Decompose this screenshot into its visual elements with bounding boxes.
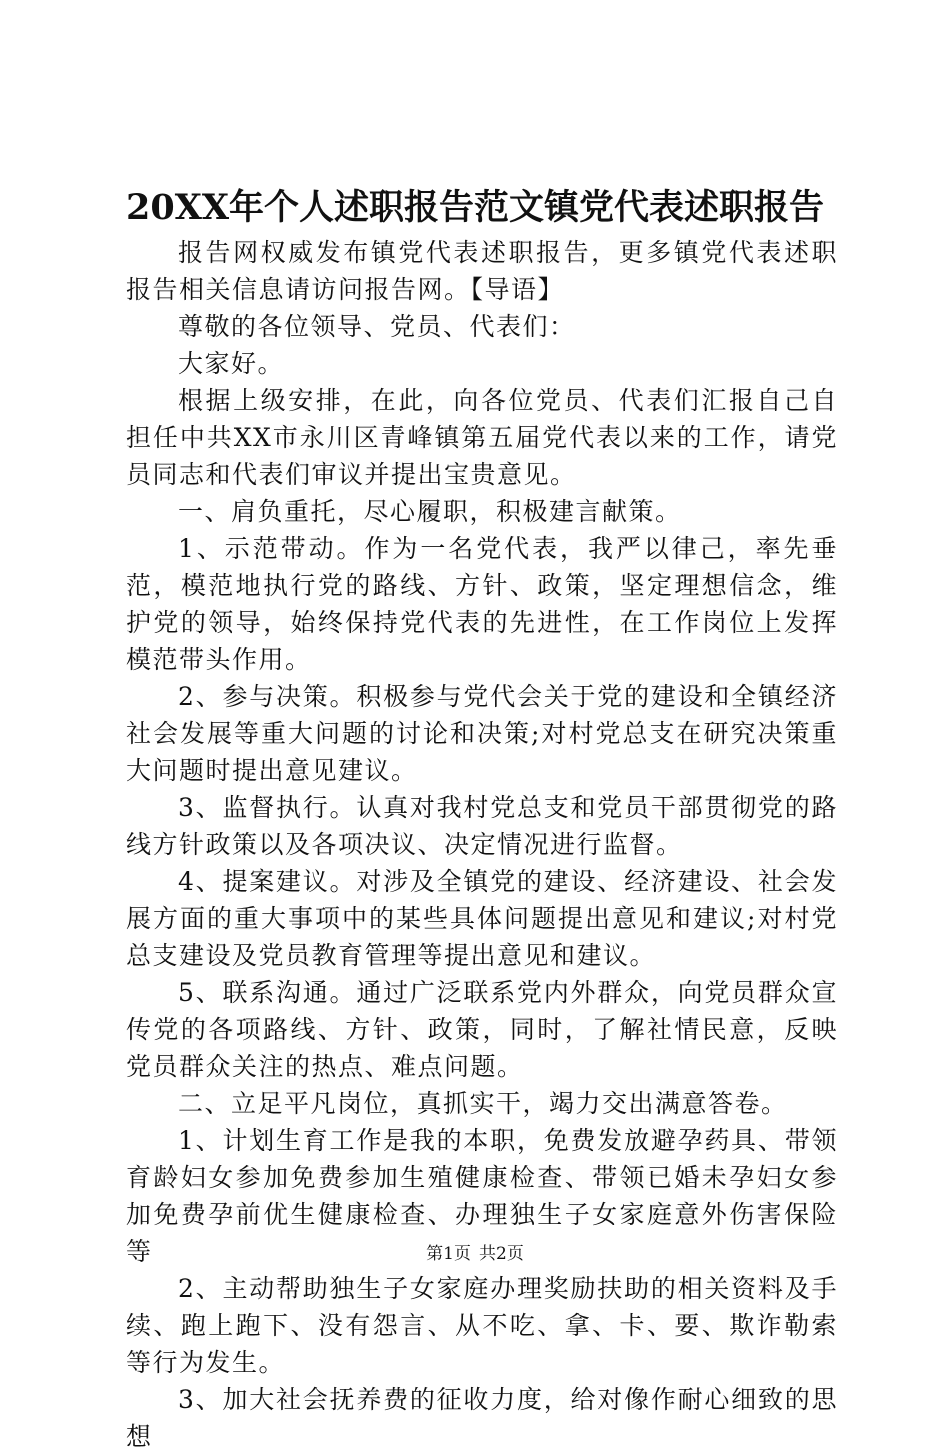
document-body [126, 234, 838, 1455]
document-title: 20XX年个人述职报告范文镇党代表述职报告 [125, 187, 825, 228]
page-number: 第1页 [426, 1244, 471, 1264]
paragraph-item: 4、提案建议。对涉及全镇党的建设、经济建设、社会发展方面的重大事项中的某些具体问题提出意见和建议;对村党总支建设及党员教育管理等提出意见和建议。 [126, 867, 838, 970]
paragraph-opening: 根据上级安排，在此，向各位党员、代表们汇报自己自担任中共XX市永川区青峰镇第五届党代表以来的工作，请党员同志和代表们审议并提出宝贵意见。 [126, 386, 838, 489]
paragraph-item: 5、联系沟通。通过广泛联系党内外群众，向党员群众宣传党的各项路线、方针、政策，同时，了解社情民意，反映党员群众关注的热点、难点问题。 [126, 978, 838, 1081]
paragraph-item: 1、计划生育工作是我的本职，免费发放避孕药具、带领育龄妇女参加免费参加生殖健康检查、带领已婚未孕妇女参加免费孕前优生健康检查、办理独生子女家庭意外伤害保险等 [126, 1126, 838, 1266]
paragraph-item: 2、参与决策。积极参与党代会关于党的建设和全镇经济社会发展等重大问题的讨论和决策;对村党总支在研究决策重大问题时提出意见建议。 [126, 682, 838, 785]
section-heading-2: 二、立足平凡岗位，真抓实干，竭力交出满意答卷。 [178, 1089, 788, 1118]
page-total: 共2页 [479, 1244, 524, 1264]
page-footer [0, 1242, 950, 1266]
paragraph-item: 3、监督执行。认真对我村党总支和党员干部贯彻党的路线方针政策以及各项决议、决定情况进行监督。 [126, 793, 838, 859]
paragraph-item: 3、加大社会抚养费的征收力度，给对像作耐心细致的思想 [126, 1385, 838, 1451]
paragraph-intro: 报告网权威发布镇党代表述职报告，更多镇党代表述职报告相关信息请访问报告网。【导语】 [126, 238, 838, 304]
section-heading-1: 一、肩负重托，尽心履职，积极建言献策。 [178, 497, 682, 526]
paragraph-item: 2、主动帮助独生子女家庭办理奖励扶助的相关资料及手续、跑上跑下、没有怨言、从不吃、拿、卡、要、欺诈勒索等行为发生。 [126, 1274, 838, 1377]
paragraph-item: 1、示范带动。作为一名党代表，我严以律己，率先垂范，模范地执行党的路线、方针、政策，坚定理想信念，维护党的领导，始终保持党代表的先进性，在工作岗位上发挥模范带头作用。 [126, 534, 838, 674]
paragraph-salutation: 尊敬的各位领导、党员、代表们： [178, 312, 576, 341]
paragraph-greeting: 大家好。 [178, 349, 285, 378]
